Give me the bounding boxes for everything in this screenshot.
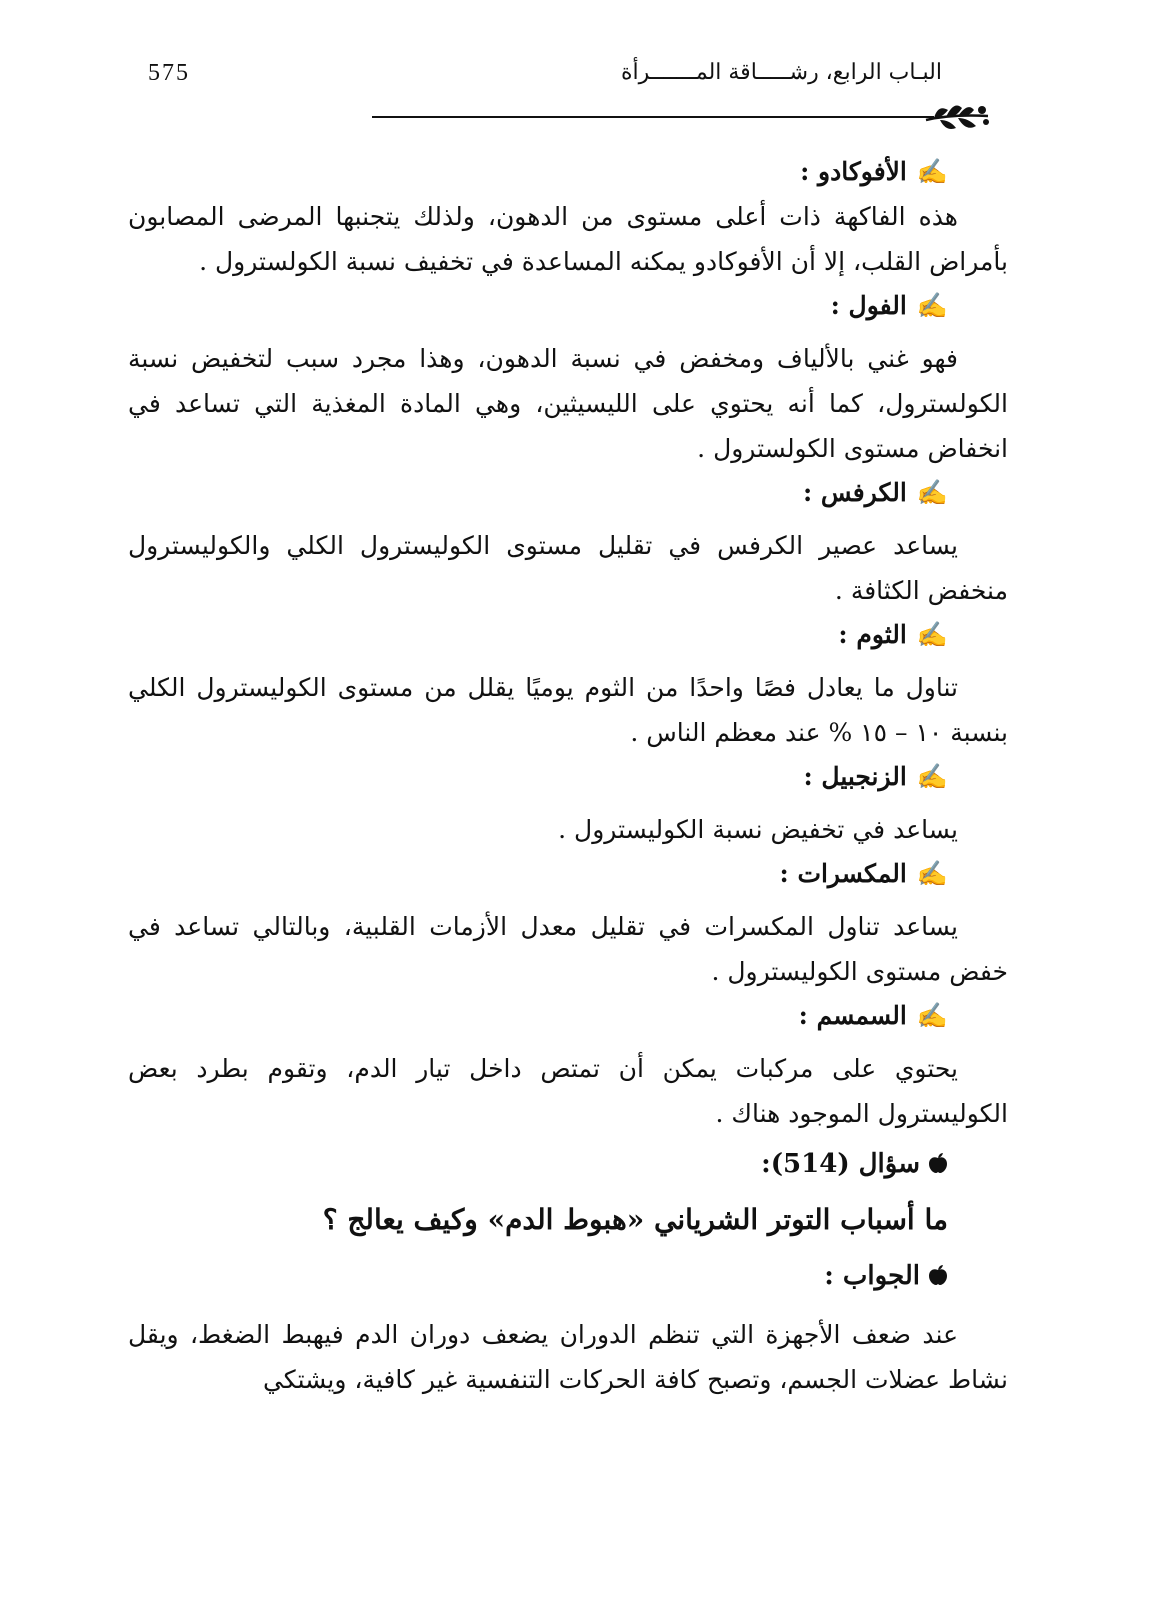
section-paragraph: يساعد في تخفيض نسبة الكوليسترول . xyxy=(558,815,958,844)
leaf-bullet-icon: ✍ xyxy=(916,859,948,888)
section-heading: ✍الزنجبيل : xyxy=(803,762,948,791)
leaf-bullet-icon: ✍ xyxy=(916,762,948,791)
question-text: ما أسباب التوتر الشرياني «هبوط الدم» وكيف يعالج ؟ xyxy=(322,1203,948,1236)
apple-bullet-icon xyxy=(928,1152,948,1174)
running-header: البـاب الرابع، رشـــــاقة المـــــــرأة xyxy=(620,60,942,85)
apple-bullet-icon xyxy=(928,1264,948,1286)
question-label: سؤال (514): xyxy=(128,1136,1008,1192)
leaf-bullet-icon: ✍ xyxy=(916,478,948,507)
leaf-bullet-icon: ✍ xyxy=(916,620,948,649)
section-heading: ✍الفول : xyxy=(830,291,948,320)
leaf-bullet-icon: ✍ xyxy=(916,291,948,320)
header-rule xyxy=(372,116,934,118)
section-paragraph: فهو غني بالألياف ومخفض في نسبة الدهون، وهذا مجرد سبب لتخفيض نسبة الكولسترول، كما أنه يحتوي على الليسيثين، وهي المادة المغذية التي تساعد في انخفاض مستوى الكولسترول . xyxy=(128,344,1008,463)
leaf-bullet-icon: ✍ xyxy=(916,1001,948,1030)
section-paragraph: يحتوي على مركبات يمكن أن تمتص داخل تيار الدم، وتقوم بطرد بعض الكوليسترول الموجود هناك . xyxy=(128,1054,1008,1128)
section-heading: ✍الكرفس : xyxy=(802,478,948,507)
section-heading: ✍السمسم : xyxy=(798,1001,948,1030)
floral-ornament-icon xyxy=(922,96,994,136)
answer-label: الجواب : xyxy=(128,1248,1008,1304)
section-paragraph: يساعد عصير الكرفس في تقليل مستوى الكوليسترول الكلي والكوليسترول منخفض الكثافة . xyxy=(128,531,1008,605)
answer-paragraph: عند ضعف الأجهزة التي تنظم الدوران يضعف دوران الدم فيهبط الضغط، ويقل نشاط عضلات الجسم، وتصبح كافة الحركات التنفسية غير كافية، ويشتكي xyxy=(128,1320,1008,1394)
section-heading: ✍المكسرات : xyxy=(779,859,948,888)
section-paragraph: هذه الفاكهة ذات أعلى مستوى من الدهون، ولذلك يتجنبها المرضى المصابون بأمراض القلب، إلا أن الأفوكادو يمكنه المساعدة في تخفيف نسبة الكولسترول . xyxy=(128,202,1008,276)
section-heading: ✍الثوم : xyxy=(838,620,948,649)
section-paragraph: يساعد تناول المكسرات في تقليل معدل الأزمات القلبية، وبالتالي تساعد في خفض مستوى الكوليسترول . xyxy=(128,912,1008,986)
page-body xyxy=(128,150,1008,1402)
page-number: 575 xyxy=(148,60,190,86)
section-heading: ✍الأفوكادو : xyxy=(800,157,948,186)
leaf-bullet-icon: ✍ xyxy=(916,157,948,186)
section-paragraph: تناول ما يعادل فصًا واحدًا من الثوم يوميًا يقلل من مستوى الكوليسترول الكلي بنسبة ١٠ – ١٥ % عند معظم الناس . xyxy=(128,673,1008,747)
